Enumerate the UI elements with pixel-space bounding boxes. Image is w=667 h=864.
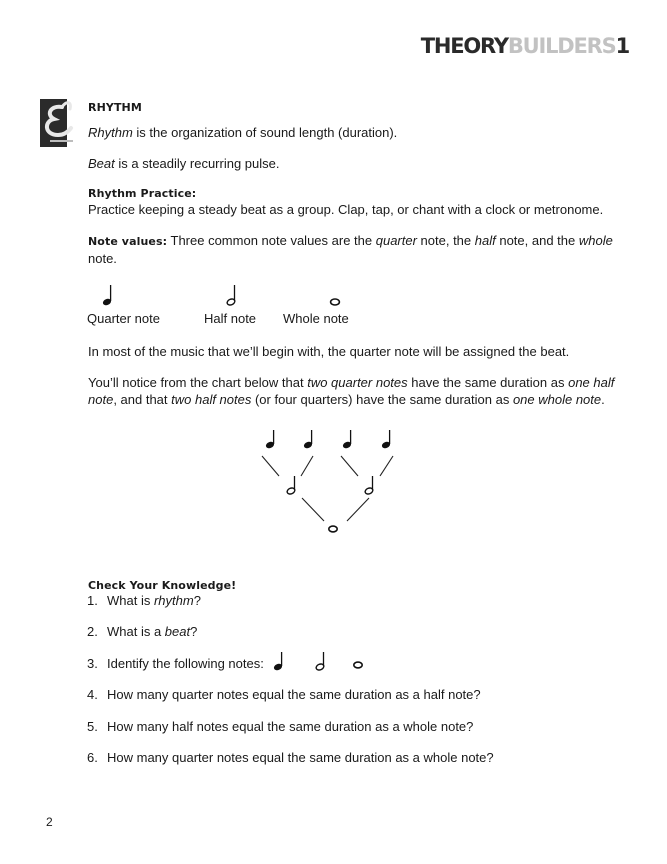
tree-quarter-note-3 [342, 430, 352, 449]
tree-connector-lines [262, 456, 393, 521]
half-note-label: Half note [204, 311, 257, 326]
tree-quarter-note-2 [303, 430, 313, 449]
beat-term: Beat [88, 156, 115, 171]
quiz-quarter-note-icon [271, 651, 291, 673]
tree-quarter-note-1 [265, 430, 275, 449]
brand-title [421, 36, 629, 57]
note-values-label: Note values: [88, 235, 168, 248]
practice-text: Practice keeping a steady beat as a group. Clap, tap, or chant with a clock or metronome. [88, 202, 604, 217]
section-title: RHYTHM [88, 101, 142, 114]
quarter-note-icon [100, 284, 120, 308]
brand-number: 1 [615, 34, 629, 58]
chart-paragraph: You’ll notice from the chart below that two quarter notes have the same duration as one half note, and that two half notes (or four quarters) have the same duration as one whole note. [88, 375, 615, 407]
question-6: 6. How many quarter notes equal the same duration as a whole note? [87, 750, 494, 765]
brand-builders: BUILDERS [507, 34, 616, 58]
beat-def-text: is a steadily recurring pulse. [114, 156, 280, 171]
practice-title: Rhythm Practice: [88, 187, 197, 200]
tree-half-note-2 [364, 476, 374, 495]
page-number: 2 [46, 815, 53, 829]
quiz-half-note-icon [313, 651, 333, 673]
tree-whole-note [329, 526, 337, 532]
tree-quarter-note-4 [381, 430, 391, 449]
quiz-whole-note-icon [351, 659, 367, 671]
rhythm-definition [88, 124, 397, 141]
note-values-paragraph: Note values: Three common note values are the quarter note, the half note, and the whole note. [88, 233, 613, 266]
question-2: 2. What is a beat? [87, 624, 198, 639]
quarter-note-label: Quarter note [87, 311, 160, 326]
tree-half-note-1 [286, 476, 296, 495]
whole-note-icon [328, 296, 344, 308]
beat-definition [88, 155, 280, 172]
half-note-icon [224, 284, 244, 308]
brand-theory: THEORY [420, 34, 508, 58]
beat-assign-paragraph: In most of the music that we’ll begin with, the quarter note will be assigned the beat. [88, 344, 570, 359]
question-5: 5. How many half notes equal the same duration as a whole note? [87, 719, 474, 734]
whole-note-label: Whole note [283, 311, 349, 326]
rhythm-term: Rhythm [88, 125, 133, 140]
logo-e-icon [40, 97, 74, 149]
note-duration-tree [255, 425, 405, 537]
question-1: 1. What is rhythm? [87, 593, 201, 608]
question-4: 4. How many quarter notes equal the same duration as a half note? [87, 687, 481, 702]
quiz-title: Check Your Knowledge! [88, 579, 237, 592]
question-3: 3. Identify the following notes: [87, 656, 264, 671]
rhythm-def-text: is the organization of sound length (duration). [132, 125, 398, 140]
